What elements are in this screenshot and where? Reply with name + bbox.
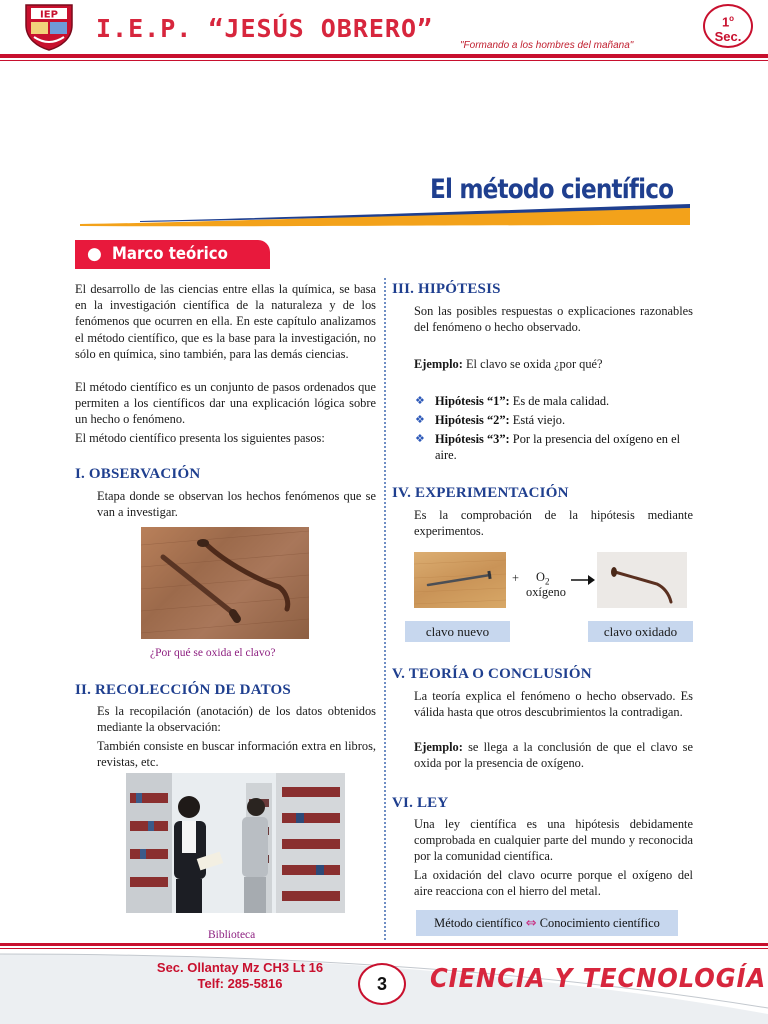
diamond-bullet-icon: ❖ [415,431,425,445]
example-label: Ejemplo: [414,357,463,371]
column-divider [384,278,386,940]
text-experimentacion: Es la comprobación de la hipótesis mediante experimentos. [414,508,693,539]
plus-sign: + [512,571,519,585]
intro-paragraph-1: El desarrollo de las ciencias entre ellas la química, se basa en la investigación científica de la naturaleza y de los fenómenos que ocurren en ella. En este capítulo analizamos el método científico, que es la base para la investigación, no sólo en química, sino también, para las demás ciencias. [75,282,376,361]
hypothesis-text: Está viejo. [509,412,566,427]
label-new-nail: clavo nuevo [405,621,510,642]
oxygen-subscript: 2 [544,576,550,587]
logo-text: IEP [40,9,58,21]
school-address [120,960,360,992]
heading-teoria: V. TEORÍA O CONCLUSIÓN [392,666,592,682]
formula-left: Método científico [434,916,523,930]
grade-ordinal: o [729,14,735,23]
diamond-bullet-icon: ❖ [415,412,425,426]
caption-nails: ¿Por qué se oxida el clavo? [150,647,276,659]
example-text: El clavo se oxida ¿por qué? [462,357,603,371]
hypothesis-text: Es de mala calidad. [509,394,610,408]
text-recoleccion-2: También consiste en buscar información extra en libros, revistas, etc. [97,739,376,770]
oxygen-symbol: O [536,570,545,584]
grade-number: 1 [721,14,730,30]
header-rule [0,54,768,58]
address-line: Sec. Ollantay Mz CH3 Lt 16 [156,960,324,975]
double-arrow-icon: ⇔ [525,916,537,931]
text-teoria: La teoría explica el fenómeno o hecho observado. Es válida hasta que otros descubrimientos la contradigan. [414,689,693,720]
text-ley-2: La oxidación del clavo ocurre porque el oxígeno del aire reacciona con el hierro del metal. [414,868,693,899]
oxygen-name: oxígeno [526,585,566,599]
heading-recoleccion: II. RECOLECCIÓN DE DATOS [75,682,291,698]
footer-rule [0,943,768,946]
grade-badge [703,4,753,48]
list-item [414,393,696,409]
intro-paragraph-2: El método científico es un conjunto de pasos ordenados que permiten a los científicos dar una explicación lógica sobre un hecho o fenómeno. [75,380,376,427]
list-item [414,431,696,463]
diamond-bullet-icon: ❖ [415,394,425,407]
page-number: 3 [358,963,406,1005]
heading-observacion: I. OBSERVACIÓN [75,466,201,482]
arrow-right-icon [571,574,595,586]
example-hipotesis [414,356,693,372]
heading-ley: VI. LEY [392,795,449,811]
library-photo [126,773,345,913]
page-title: El método científico [430,174,674,205]
course-name: CIENCIA Y TECNOLOGÍA [430,964,767,994]
list-item [414,412,696,428]
heading-experimentacion: IV. EXPERIMENTACIÓN [392,485,569,501]
example-text: se llega a la conclusión de que el clavo se oxida por la presencia de oxígeno. [414,740,693,771]
hypothesis-text: Por la presencia del oxígeno en el aire. [435,431,681,462]
school-logo [22,3,76,51]
method-knowledge-box [416,910,678,936]
text-ley-1: Una ley científica es una hipótesis debidamente comprobada en cualquier parte del mundo y reconocida por la comunidad científica. [414,817,693,864]
school-motto: "Formando a los hombres del mañana" [460,40,634,51]
intro-paragraph-3: El método científico presenta los siguientes pasos: [75,431,325,445]
section-tag-label: Marco teórico [111,244,228,264]
hypothesis-label: Hipótesis “2”: [435,412,510,427]
new-nail-photo [414,552,506,608]
heading-hipotesis: III. HIPÓTESIS [392,281,501,297]
section-tag [75,240,270,269]
text-recoleccion-1: Es la recopilación (anotación) de los datos obtenidos mediante la observación: [97,704,376,735]
formula-right: Conocimiento científico [539,916,660,930]
bullet-dot-icon: ● [87,244,102,264]
label-rusty-nail: clavo oxidado [588,621,693,642]
grade-unit: Sec. [714,29,742,45]
text-hipotesis: Son las posibles respuestas o explicaciones razonables del fenómeno o hecho observado. [414,304,693,335]
header-rule-thin [0,60,768,61]
example-teoria [414,739,693,771]
phone-line: Telf: 285-5816 [197,976,283,991]
school-name: I.E.P. “JESÚS OBRERO” [96,14,434,43]
hypothesis-label: Hipótesis “3”: [435,431,510,446]
hypothesis-label: Hipótesis “1”: [435,394,510,408]
hypothesis-list [414,393,696,466]
footer-rule-thin [0,948,768,949]
example-label: Ejemplo: [414,740,463,754]
rusty-nails-photo [141,527,309,639]
caption-library: Biblioteca [208,929,256,941]
text-observacion: Etapa donde se observan los hechos fenómenos que se van a investigar. [97,489,376,520]
rusty-nail-photo [597,552,687,608]
